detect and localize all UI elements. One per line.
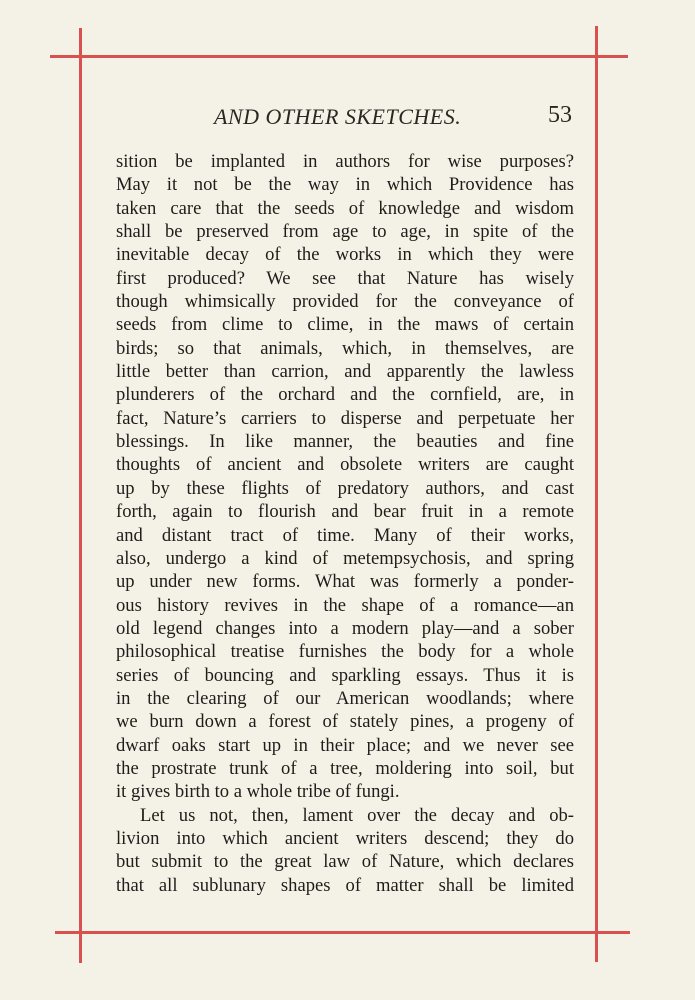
text-line: it gives birth to a whole tribe of fungi. [116,781,400,803]
text-line: birds; so that animals, which, in themselves, are [116,337,574,359]
border-rule-left [79,28,82,963]
border-rule-right [595,26,598,962]
page-header [116,102,574,132]
body-text [116,150,574,897]
text-line: forth, again to flourish and bear fruit in a remote [116,501,574,523]
text-line: fact, Nature’s carriers to disperse and perpetuate her [116,407,574,429]
text-line: dwarf oaks start up in their place; and we never see [116,734,574,756]
text-line: sition be implanted in authors for wise purposes? [116,151,574,172]
text-line: Let us not, then, lament over the decay and ob- [140,804,574,826]
running-head: AND OTHER SKETCHES. [214,104,462,129]
page-number: 53 [548,102,572,128]
text-line: we burn down a forest of stately pines, a progeny of [116,711,574,733]
text-line: though whimsically provided for the conveyance of [116,291,574,313]
text-line: inevitable decay of the works in which they were [116,244,574,266]
border-rule-bottom [55,931,630,934]
text-line: little better than carrion, and apparently the lawless [116,361,574,383]
text-line: first produced? We see that Nature has wisely [116,267,574,289]
text-line: up by these flights of predatory authors, and cast [116,477,574,499]
text-line: May it not be the way in which Providence has [116,174,574,196]
text-line: philosophical treatise furnishes the body for a whole [116,641,574,663]
text-line: but submit to the great law of Nature, which declares [116,851,574,873]
text-line: also, undergo a kind of metempsychosis, and spring [116,547,574,569]
text-line: seeds from clime to clime, in the maws of certain [116,314,574,336]
text-line: blessings. In like manner, the beauties and fine [116,431,574,453]
text-line: plunderers of the orchard and the cornfield, are, in [116,384,574,406]
text-line: up under new forms. What was formerly a ponder- [116,571,574,593]
text-line: the prostrate trunk of a tree, moldering into soil, but [116,757,574,779]
text-line: series of bouncing and sparkling essays. Thus it is [116,664,574,686]
text-line: old legend changes into a modern play—and a sober [116,617,574,639]
text-line: taken care that the seeds of knowledge and wisdom [116,197,574,219]
text-line: livion into which ancient writers descend; they do [116,827,574,849]
text-line: shall be preserved from age to age, in spite of the [116,221,574,243]
text-line: and distant tract of time. Many of their works, [116,524,574,546]
text-line: in the clearing of our American woodlands; where [116,687,574,709]
text-line: that all sublunary shapes of matter shall be limited [116,874,574,896]
text-line: ous history revives in the shape of a romance—an [116,594,574,616]
border-rule-top [50,55,628,58]
text-line: thoughts of ancient and obsolete writers are caught [116,454,574,476]
